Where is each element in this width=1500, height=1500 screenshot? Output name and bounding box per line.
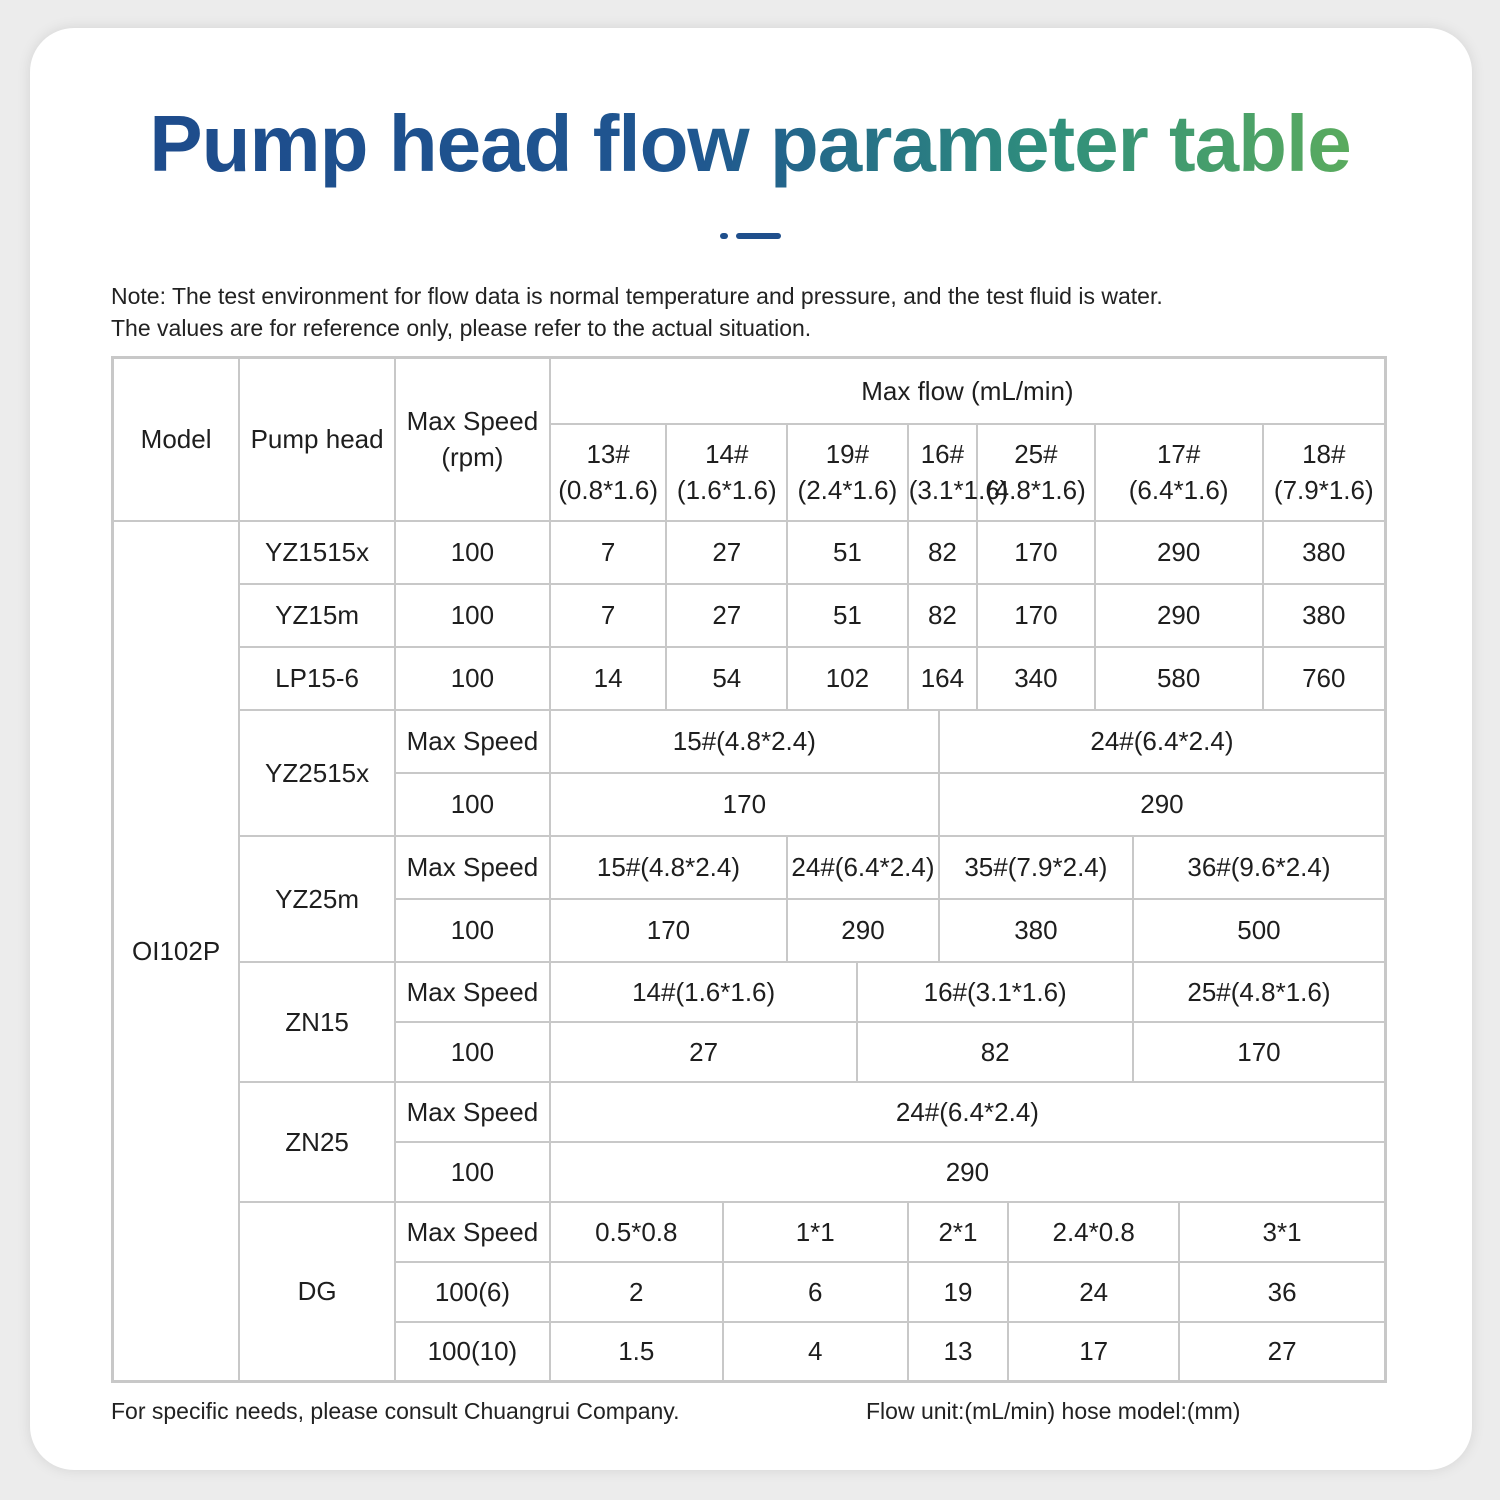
header-max-speed: Max Speed (rpm) [395, 358, 550, 521]
page-title: Pump head flow parameter table [149, 99, 1351, 188]
hose-header: 16# (3.1*1.6) [908, 424, 977, 521]
flow-cell: 17 [1008, 1322, 1179, 1382]
flow-cell: 6 [723, 1262, 908, 1322]
flow-cell: 290 [939, 773, 1386, 836]
table-row [113, 1082, 1386, 1142]
hose-cell: 0.5*0.8 [550, 1202, 723, 1262]
table-row [113, 836, 1386, 899]
pump-head-cell: YZ15m [239, 584, 395, 647]
speed-label-cell: Max Speed [395, 1082, 550, 1142]
flow-cell: 170 [1133, 1022, 1386, 1082]
speed-cell: 100 [395, 899, 550, 962]
header-row-1 [113, 358, 1386, 424]
footer-unit-note: Flow unit:(mL/min) hose model:(mm) [866, 1398, 1241, 1424]
table-row [113, 962, 1386, 1022]
note-line-1: Note: The test environment for flow data is normal temperature and pressure, and the test fluid is water. [111, 283, 1163, 309]
flow-cell: 290 [787, 899, 939, 962]
flow-cell: 290 [550, 1142, 1386, 1202]
speed-label-cell: Max Speed [395, 962, 550, 1022]
speed-cell: 100 [395, 1142, 550, 1202]
flow-cell: 7 [550, 584, 667, 647]
hose-cell: 15#(4.8*2.4) [550, 836, 787, 899]
flow-cell: 380 [939, 899, 1133, 962]
hose-cell: 25#(4.8*1.6) [1133, 962, 1386, 1022]
flow-cell: 36 [1179, 1262, 1385, 1322]
header-pump-head: Pump head [239, 358, 395, 521]
speed-cell: 100(10) [395, 1322, 550, 1382]
flow-cell: 1.5 [550, 1322, 723, 1382]
hose-cell: 2*1 [908, 1202, 1009, 1262]
table-row [113, 521, 1386, 584]
flow-cell: 580 [1095, 647, 1263, 710]
flow-cell: 19 [908, 1262, 1009, 1322]
hose-cell: 35#(7.9*2.4) [939, 836, 1133, 899]
flow-cell: 170 [977, 584, 1095, 647]
speed-label-cell: Max Speed [395, 836, 550, 899]
pump-head-cell: YZ2515x [239, 710, 395, 836]
flow-cell: 82 [908, 584, 977, 647]
pump-head-cell: YZ1515x [239, 521, 395, 584]
flow-cell: 170 [550, 773, 939, 836]
hose-header: 19# (2.4*1.6) [787, 424, 908, 521]
flow-cell: 51 [787, 521, 908, 584]
pump-head-cell: YZ25m [239, 836, 395, 962]
hose-header: 25# (4.8*1.6) [977, 424, 1095, 521]
header-model: Model [113, 358, 240, 521]
header-max-flow: Max flow (mL/min) [550, 358, 1386, 424]
flow-cell: 290 [1095, 521, 1263, 584]
note-line-2: The values are for reference only, please refer to the actual situation. [111, 315, 812, 341]
flow-cell: 54 [666, 647, 787, 710]
title-decoration-dot [720, 233, 728, 239]
speed-label-cell: Max Speed [395, 710, 550, 773]
flow-cell: 500 [1133, 899, 1386, 962]
table-row [113, 1202, 1386, 1262]
flow-cell: 340 [977, 647, 1095, 710]
hose-header: 17# (6.4*1.6) [1095, 424, 1263, 521]
flow-cell: 82 [857, 1022, 1132, 1082]
test-note [111, 280, 1391, 344]
flow-cell: 170 [977, 521, 1095, 584]
flow-cell: 24 [1008, 1262, 1179, 1322]
hose-cell: 1*1 [723, 1202, 908, 1262]
hose-cell: 16#(3.1*1.6) [857, 962, 1132, 1022]
hose-header: 18# (7.9*1.6) [1263, 424, 1386, 521]
flow-cell: 4 [723, 1322, 908, 1382]
speed-cell: 100 [395, 647, 550, 710]
flow-cell: 164 [908, 647, 977, 710]
flow-cell: 27 [666, 584, 787, 647]
flow-cell: 290 [1095, 584, 1263, 647]
flow-cell: 380 [1263, 584, 1386, 647]
flow-cell: 13 [908, 1322, 1009, 1382]
flow-cell: 760 [1263, 647, 1386, 710]
model-cell: OI102P [113, 521, 240, 1382]
flow-cell: 170 [550, 899, 787, 962]
speed-cell: 100 [395, 584, 550, 647]
hose-cell: 24#(6.4*2.4) [939, 710, 1386, 773]
pump-head-cell: LP15-6 [239, 647, 395, 710]
speed-cell: 100 [395, 1022, 550, 1082]
footer-consult-note: For specific needs, please consult Chuangrui Company. [111, 1398, 680, 1424]
parameter-table [111, 356, 1387, 1383]
speed-cell: 100(6) [395, 1262, 550, 1322]
flow-cell: 2 [550, 1262, 723, 1322]
table-row [113, 584, 1386, 647]
hose-header: 13# (0.8*1.6) [550, 424, 667, 521]
pump-head-cell: ZN25 [239, 1082, 395, 1202]
speed-cell: 100 [395, 773, 550, 836]
speed-cell: 100 [395, 521, 550, 584]
hose-header: 14# (1.6*1.6) [666, 424, 787, 521]
flow-cell: 27 [550, 1022, 858, 1082]
hose-cell: 24#(6.4*2.4) [550, 1082, 1386, 1142]
flow-cell: 7 [550, 521, 667, 584]
table-row [113, 710, 1386, 773]
pump-head-cell: DG [239, 1202, 395, 1382]
flow-cell: 27 [666, 521, 787, 584]
flow-cell: 102 [787, 647, 908, 710]
pump-head-cell: ZN15 [239, 962, 395, 1082]
hose-cell: 24#(6.4*2.4) [787, 836, 939, 899]
hose-cell: 15#(4.8*2.4) [550, 710, 939, 773]
table-row [113, 647, 1386, 710]
speed-label-cell: Max Speed [395, 1202, 550, 1262]
title-decoration-bar [736, 233, 781, 239]
flow-cell: 14 [550, 647, 667, 710]
hose-cell: 3*1 [1179, 1202, 1385, 1262]
flow-cell: 380 [1263, 521, 1386, 584]
flow-cell: 82 [908, 521, 977, 584]
flow-cell: 27 [1179, 1322, 1385, 1382]
hose-cell: 2.4*0.8 [1008, 1202, 1179, 1262]
hose-cell: 14#(1.6*1.6) [550, 962, 858, 1022]
flow-cell: 51 [787, 584, 908, 647]
hose-cell: 36#(9.6*2.4) [1133, 836, 1386, 899]
